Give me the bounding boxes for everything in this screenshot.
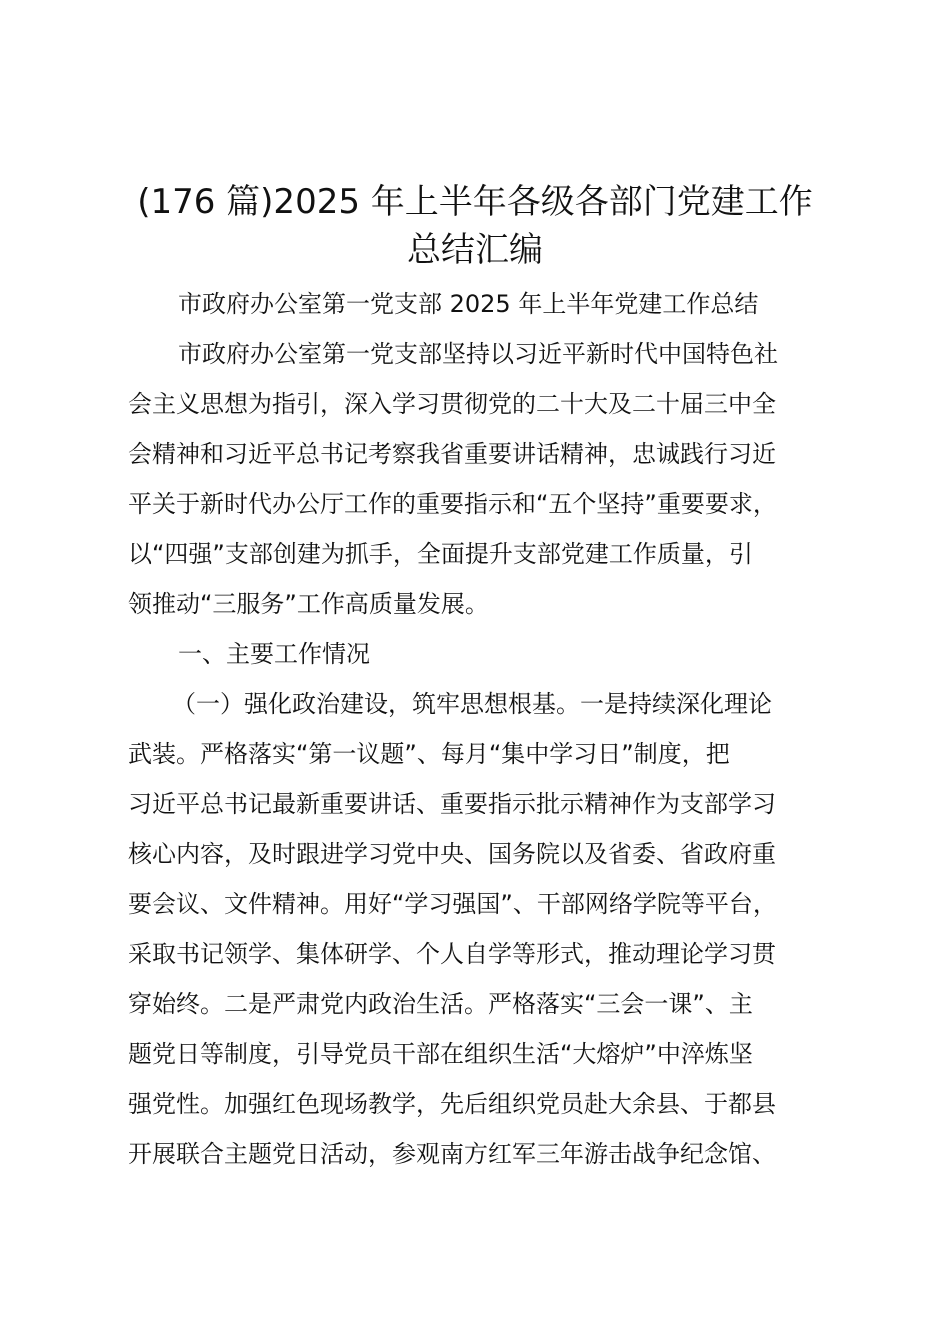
paragraph-1-line: 以“四强”支部创建为抓手，全面提升支部党建工作质量，引 — [128, 540, 753, 568]
paragraph-2-line: 要会议、文件精神。用好“学习强国”、干部网络学院等平台， — [128, 890, 777, 918]
paragraph-1-line: 会主义思想为指引，深入学习贯彻党的二十大及二十届三中全 — [128, 390, 776, 418]
document-title-line-1: (176 篇)2025 年上半年各级各部门党建工作 — [137, 182, 813, 222]
paragraph-1-line: 领推动“三服务”工作高质量发展。 — [128, 590, 489, 618]
paragraph-1-line: 市政府办公室第一党支部坚持以习近平新时代中国特色社 — [178, 340, 778, 368]
paragraph-2-line: 强党性。加强红色现场教学，先后组织党员赴大余县、于都县 — [128, 1090, 776, 1118]
section-heading: 一、主要工作情况 — [178, 640, 370, 668]
paragraph-2-line: 武装。严格落实“第一议题”、每月“集中学习日”制度，把 — [128, 740, 730, 768]
paragraph-1-line: 平关于新时代办公厅工作的重要指示和“五个坚持”重要要求， — [128, 490, 777, 518]
paragraph-2-line: 题党日等制度，引导党员干部在组织生活“大熔炉”中淬炼坚 — [128, 1040, 753, 1068]
paragraph-2-line: 习近平总书记最新重要讲话、重要指示批示精神作为支部学习 — [128, 790, 776, 818]
paragraph-2-line: （一）强化政治建设，筑牢思想根基。一是持续深化理论 — [172, 690, 772, 718]
document-title-line-2: 总结汇编 — [407, 230, 543, 270]
document-subtitle: 市政府办公室第一党支部 2025 年上半年党建工作总结 — [178, 290, 759, 318]
paragraph-2-line: 穿始终。二是严肃党内政治生活。严格落实“三会一课”、主 — [128, 990, 753, 1018]
paragraph-2-line: 采取书记领学、集体研学、个人自学等形式，推动理论学习贯 — [128, 940, 776, 968]
document-title — [80, 178, 870, 274]
paragraph-2-line: 开展联合主题党日活动，参观南方红军三年游击战争纪念馆、 — [128, 1140, 776, 1168]
paragraph-1-line: 会精神和习近平总书记考察我省重要讲话精神，忠诚践行习近 — [128, 440, 776, 468]
paragraph-2-line: 核心内容，及时跟进学习党中央、国务院以及省委、省政府重 — [128, 840, 776, 868]
